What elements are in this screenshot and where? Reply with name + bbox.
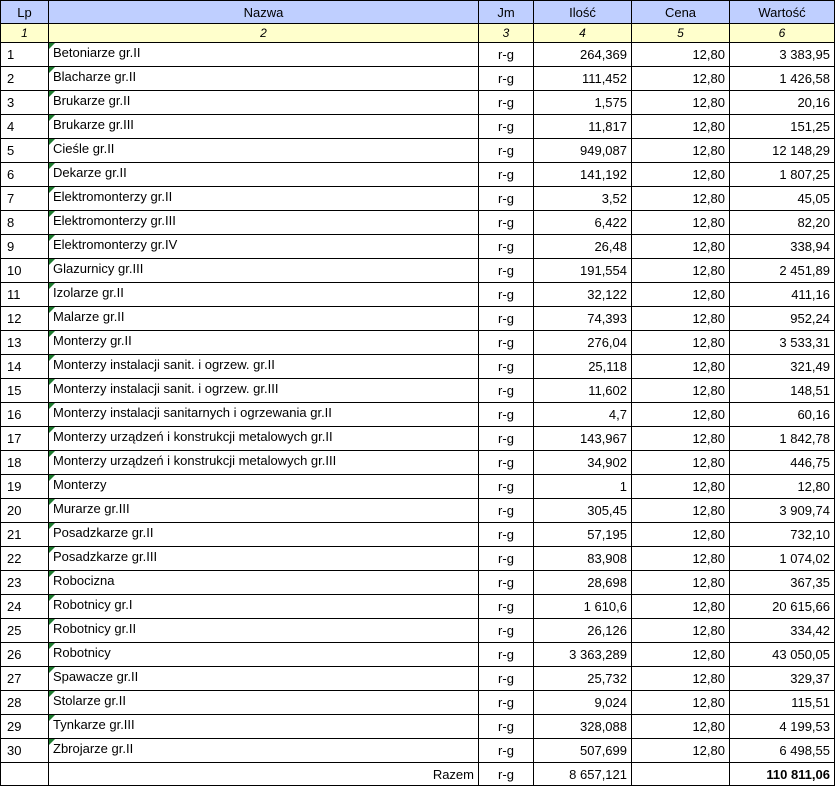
cell-jm[interactable]: r-g xyxy=(479,139,534,163)
column-number: 4 xyxy=(534,24,632,43)
cell-cena[interactable]: 12,80 xyxy=(632,667,730,691)
cell-lp[interactable]: 28 xyxy=(1,691,49,715)
cell-cena[interactable]: 12,80 xyxy=(632,643,730,667)
cell-wartosc[interactable]: 151,25 xyxy=(730,115,835,139)
cell-nazwa[interactable]: Betoniarze gr.II xyxy=(49,43,479,67)
cell-ilosc[interactable]: 143,967 xyxy=(534,427,632,451)
table-row[interactable] xyxy=(1,547,835,571)
cell-cena[interactable]: 12,80 xyxy=(632,355,730,379)
cell-cena[interactable]: 12,80 xyxy=(632,451,730,475)
total-label: Razem xyxy=(49,763,479,786)
cell-wartosc[interactable]: 1 842,78 xyxy=(730,427,835,451)
cell-wartosc[interactable]: 3 383,95 xyxy=(730,43,835,67)
cell-nazwa[interactable]: Monterzy instalacji sanitarnych i ogrzewania gr.II xyxy=(49,403,479,427)
cell-wartosc[interactable]: 334,42 xyxy=(730,619,835,643)
cell-jm[interactable]: r-g xyxy=(479,475,534,499)
cell-ilosc[interactable]: 305,45 xyxy=(534,499,632,523)
cell-cena[interactable]: 12,80 xyxy=(632,163,730,187)
cell-lp[interactable]: 27 xyxy=(1,667,49,691)
cell-nazwa[interactable]: Robocizna xyxy=(49,571,479,595)
cell-cena[interactable]: 12,80 xyxy=(632,739,730,763)
table-body xyxy=(1,43,835,763)
cell-cena[interactable]: 12,80 xyxy=(632,307,730,331)
cell-lp[interactable]: 30 xyxy=(1,739,49,763)
cell-jm[interactable]: r-g xyxy=(479,739,534,763)
cell-ilosc[interactable]: 6,422 xyxy=(534,211,632,235)
cell-cena[interactable]: 12,80 xyxy=(632,115,730,139)
cell-lp[interactable]: 21 xyxy=(1,523,49,547)
cell-jm[interactable]: r-g xyxy=(479,283,534,307)
cell-jm[interactable]: r-g xyxy=(479,331,534,355)
table-row[interactable] xyxy=(1,283,835,307)
cell-lp[interactable]: 19 xyxy=(1,475,49,499)
table-row[interactable] xyxy=(1,187,835,211)
cell-wartosc[interactable]: 45,05 xyxy=(730,187,835,211)
cell-wartosc[interactable]: 1 807,25 xyxy=(730,163,835,187)
cell-lp[interactable]: 9 xyxy=(1,235,49,259)
cell-ilosc[interactable]: 11,817 xyxy=(534,115,632,139)
cell-nazwa[interactable]: Spawacze gr.II xyxy=(49,667,479,691)
cell-wartosc[interactable]: 732,10 xyxy=(730,523,835,547)
cell-lp[interactable]: 11 xyxy=(1,283,49,307)
header-nazwa[interactable]: Nazwa xyxy=(49,1,479,24)
header-lp[interactable]: Lp xyxy=(1,1,49,24)
cell-wartosc[interactable]: 952,24 xyxy=(730,307,835,331)
cell-jm[interactable]: r-g xyxy=(479,523,534,547)
cell-ilosc[interactable]: 26,48 xyxy=(534,235,632,259)
table-row[interactable] xyxy=(1,139,835,163)
cell-jm[interactable]: r-g xyxy=(479,235,534,259)
cell-cena[interactable]: 12,80 xyxy=(632,283,730,307)
cell-ilosc[interactable]: 276,04 xyxy=(534,331,632,355)
cell-lp[interactable]: 16 xyxy=(1,403,49,427)
cell-cena[interactable]: 12,80 xyxy=(632,691,730,715)
cell-nazwa[interactable]: Glazurnicy gr.III xyxy=(49,259,479,283)
header-jm[interactable]: Jm xyxy=(479,1,534,24)
table-row[interactable] xyxy=(1,163,835,187)
cell-ilosc[interactable]: 1,575 xyxy=(534,91,632,115)
cell-wartosc[interactable]: 2 451,89 xyxy=(730,259,835,283)
column-number-row xyxy=(1,24,835,43)
cell-wartosc[interactable]: 411,16 xyxy=(730,283,835,307)
cell-ilosc[interactable]: 57,195 xyxy=(534,523,632,547)
cell-lp[interactable]: 10 xyxy=(1,259,49,283)
cell-nazwa[interactable]: Robotnicy gr.II xyxy=(49,619,479,643)
cell-lp[interactable]: 23 xyxy=(1,571,49,595)
table-row[interactable] xyxy=(1,619,835,643)
table-row[interactable] xyxy=(1,523,835,547)
total-cena xyxy=(632,763,730,786)
cell-ilosc[interactable]: 3,52 xyxy=(534,187,632,211)
total-lp-cell xyxy=(1,763,49,786)
cell-cena[interactable]: 12,80 xyxy=(632,235,730,259)
cell-cena[interactable]: 12,80 xyxy=(632,499,730,523)
total-ilosc: 8 657,121 xyxy=(534,763,632,786)
table-row[interactable] xyxy=(1,211,835,235)
cell-lp[interactable]: 4 xyxy=(1,115,49,139)
table-row[interactable] xyxy=(1,259,835,283)
cell-cena[interactable]: 12,80 xyxy=(632,427,730,451)
cell-ilosc[interactable]: 28,698 xyxy=(534,571,632,595)
cell-wartosc[interactable]: 321,49 xyxy=(730,355,835,379)
cell-lp[interactable]: 18 xyxy=(1,451,49,475)
cell-ilosc[interactable]: 1 610,6 xyxy=(534,595,632,619)
cell-nazwa[interactable]: Elektromonterzy gr.III xyxy=(49,211,479,235)
cell-nazwa[interactable]: Monterzy instalacji sanit. i ogrzew. gr.II xyxy=(49,355,479,379)
cell-ilosc[interactable]: 83,908 xyxy=(534,547,632,571)
cell-lp[interactable]: 29 xyxy=(1,715,49,739)
cell-ilosc[interactable]: 507,699 xyxy=(534,739,632,763)
cell-wartosc[interactable]: 4 199,53 xyxy=(730,715,835,739)
cell-jm[interactable]: r-g xyxy=(479,43,534,67)
cell-lp[interactable]: 13 xyxy=(1,331,49,355)
cell-jm[interactable]: r-g xyxy=(479,619,534,643)
cell-wartosc[interactable]: 20,16 xyxy=(730,91,835,115)
cell-jm[interactable]: r-g xyxy=(479,403,534,427)
cell-jm[interactable]: r-g xyxy=(479,259,534,283)
cell-lp[interactable]: 17 xyxy=(1,427,49,451)
cell-lp[interactable]: 12 xyxy=(1,307,49,331)
cell-wartosc[interactable]: 43 050,05 xyxy=(730,643,835,667)
cell-nazwa[interactable]: Monterzy urządzeń i konstrukcji metalowych gr.III xyxy=(49,451,479,475)
cell-wartosc[interactable]: 329,37 xyxy=(730,667,835,691)
cell-cena[interactable]: 12,80 xyxy=(632,43,730,67)
cell-nazwa[interactable]: Monterzy xyxy=(49,475,479,499)
column-number: 2 xyxy=(49,24,479,43)
cell-lp[interactable]: 1 xyxy=(1,43,49,67)
cell-wartosc[interactable]: 338,94 xyxy=(730,235,835,259)
cell-wartosc[interactable]: 1 074,02 xyxy=(730,547,835,571)
cell-wartosc[interactable]: 12,80 xyxy=(730,475,835,499)
cell-jm[interactable]: r-g xyxy=(479,643,534,667)
cell-nazwa[interactable]: Tynkarze gr.III xyxy=(49,715,479,739)
cell-ilosc[interactable]: 34,902 xyxy=(534,451,632,475)
column-number: 3 xyxy=(479,24,534,43)
table-row[interactable] xyxy=(1,499,835,523)
cell-ilosc[interactable]: 9,024 xyxy=(534,691,632,715)
cell-jm[interactable]: r-g xyxy=(479,571,534,595)
table-row[interactable] xyxy=(1,475,835,499)
cell-jm[interactable]: r-g xyxy=(479,379,534,403)
cell-nazwa[interactable]: Izolarze gr.II xyxy=(49,283,479,307)
column-number: 5 xyxy=(632,24,730,43)
table-row[interactable] xyxy=(1,115,835,139)
cell-nazwa[interactable]: Stolarze gr.II xyxy=(49,691,479,715)
cell-nazwa[interactable]: Robotnicy xyxy=(49,643,479,667)
cell-wartosc[interactable]: 82,20 xyxy=(730,211,835,235)
table-row[interactable] xyxy=(1,667,835,691)
cell-nazwa[interactable]: Monterzy gr.II xyxy=(49,331,479,355)
cell-wartosc[interactable]: 1 426,58 xyxy=(730,67,835,91)
cell-nazwa[interactable]: Brukarze gr.III xyxy=(49,115,479,139)
cell-jm[interactable]: r-g xyxy=(479,355,534,379)
cell-lp[interactable]: 3 xyxy=(1,91,49,115)
cell-jm[interactable]: r-g xyxy=(479,715,534,739)
cell-ilosc[interactable]: 3 363,289 xyxy=(534,643,632,667)
cell-wartosc[interactable]: 6 498,55 xyxy=(730,739,835,763)
cell-nazwa[interactable]: Blacharze gr.II xyxy=(49,67,479,91)
cell-lp[interactable]: 5 xyxy=(1,139,49,163)
cell-lp[interactable]: 15 xyxy=(1,379,49,403)
table-row[interactable] xyxy=(1,43,835,67)
cell-wartosc[interactable]: 446,75 xyxy=(730,451,835,475)
cell-nazwa[interactable]: Cieśle gr.II xyxy=(49,139,479,163)
cell-jm[interactable]: r-g xyxy=(479,595,534,619)
table-row[interactable] xyxy=(1,691,835,715)
cell-jm[interactable]: r-g xyxy=(479,547,534,571)
cell-ilosc[interactable]: 264,369 xyxy=(534,43,632,67)
cell-ilosc[interactable]: 25,732 xyxy=(534,667,632,691)
header-cena[interactable]: Cena xyxy=(632,1,730,24)
cell-wartosc[interactable]: 20 615,66 xyxy=(730,595,835,619)
cell-lp[interactable]: 7 xyxy=(1,187,49,211)
table-row[interactable] xyxy=(1,571,835,595)
cell-cena[interactable]: 12,80 xyxy=(632,547,730,571)
cell-cena[interactable]: 12,80 xyxy=(632,91,730,115)
cell-nazwa[interactable]: Brukarze gr.II xyxy=(49,91,479,115)
total-wartosc: 110 811,06 xyxy=(730,763,835,786)
cell-ilosc[interactable]: 141,192 xyxy=(534,163,632,187)
cell-ilosc[interactable]: 949,087 xyxy=(534,139,632,163)
cell-nazwa[interactable]: Elektromonterzy gr.II xyxy=(49,187,479,211)
cell-lp[interactable]: 22 xyxy=(1,547,49,571)
cell-wartosc[interactable]: 3 909,74 xyxy=(730,499,835,523)
cell-wartosc[interactable]: 60,16 xyxy=(730,403,835,427)
cell-lp[interactable]: 8 xyxy=(1,211,49,235)
cell-cena[interactable]: 12,80 xyxy=(632,619,730,643)
cell-nazwa[interactable]: Robotnicy gr.I xyxy=(49,595,479,619)
cell-jm[interactable]: r-g xyxy=(479,115,534,139)
cell-jm[interactable]: r-g xyxy=(479,667,534,691)
cell-jm[interactable]: r-g xyxy=(479,163,534,187)
cell-wartosc[interactable]: 148,51 xyxy=(730,379,835,403)
cell-cena[interactable]: 12,80 xyxy=(632,331,730,355)
cell-nazwa[interactable]: Malarze gr.II xyxy=(49,307,479,331)
cell-jm[interactable]: r-g xyxy=(479,451,534,475)
cell-jm[interactable]: r-g xyxy=(479,67,534,91)
table-row[interactable] xyxy=(1,331,835,355)
total-row xyxy=(1,763,835,786)
cell-ilosc[interactable]: 328,088 xyxy=(534,715,632,739)
cell-cena[interactable]: 12,80 xyxy=(632,379,730,403)
cell-cena[interactable]: 12,80 xyxy=(632,595,730,619)
column-number: 1 xyxy=(1,24,49,43)
cell-lp[interactable]: 2 xyxy=(1,67,49,91)
cell-cena[interactable]: 12,80 xyxy=(632,403,730,427)
table-row[interactable] xyxy=(1,595,835,619)
header-wartosc[interactable]: Wartość xyxy=(730,1,835,24)
table-row[interactable] xyxy=(1,451,835,475)
cell-nazwa[interactable]: Monterzy urządzeń i konstrukcji metalowych gr.II xyxy=(49,427,479,451)
table-row[interactable] xyxy=(1,715,835,739)
cell-cena[interactable]: 12,80 xyxy=(632,715,730,739)
cell-cena[interactable]: 12,80 xyxy=(632,571,730,595)
total-jm: r-g xyxy=(479,763,534,786)
header-row xyxy=(1,1,835,24)
column-number: 6 xyxy=(730,24,835,43)
cell-wartosc[interactable]: 367,35 xyxy=(730,571,835,595)
cell-ilosc[interactable]: 32,122 xyxy=(534,283,632,307)
cell-jm[interactable]: r-g xyxy=(479,91,534,115)
cell-ilosc[interactable]: 74,393 xyxy=(534,307,632,331)
cell-ilosc[interactable]: 25,118 xyxy=(534,355,632,379)
cell-jm[interactable]: r-g xyxy=(479,307,534,331)
table-row[interactable] xyxy=(1,643,835,667)
header-ilosc[interactable]: Ilość xyxy=(534,1,632,24)
table-row[interactable] xyxy=(1,91,835,115)
cell-ilosc[interactable]: 191,554 xyxy=(534,259,632,283)
cell-nazwa[interactable]: Dekarze gr.II xyxy=(49,163,479,187)
cell-ilosc[interactable]: 26,126 xyxy=(534,619,632,643)
cell-cena[interactable]: 12,80 xyxy=(632,523,730,547)
cell-jm[interactable]: r-g xyxy=(479,187,534,211)
cell-nazwa[interactable]: Posadzkarze gr.II xyxy=(49,523,479,547)
cell-cena[interactable]: 12,80 xyxy=(632,259,730,283)
cell-ilosc[interactable]: 11,602 xyxy=(534,379,632,403)
cell-wartosc[interactable]: 3 533,31 xyxy=(730,331,835,355)
cell-jm[interactable]: r-g xyxy=(479,691,534,715)
cell-cena[interactable]: 12,80 xyxy=(632,67,730,91)
table-row[interactable] xyxy=(1,235,835,259)
table-row[interactable] xyxy=(1,67,835,91)
cell-cena[interactable]: 12,80 xyxy=(632,475,730,499)
cell-wartosc[interactable]: 12 148,29 xyxy=(730,139,835,163)
table-row[interactable] xyxy=(1,739,835,763)
cell-ilosc[interactable]: 111,452 xyxy=(534,67,632,91)
cell-lp[interactable]: 20 xyxy=(1,499,49,523)
table-row[interactable] xyxy=(1,379,835,403)
cell-jm[interactable]: r-g xyxy=(479,427,534,451)
cell-jm[interactable]: r-g xyxy=(479,211,534,235)
cell-nazwa[interactable]: Elektromonterzy gr.IV xyxy=(49,235,479,259)
cell-ilosc[interactable]: 4,7 xyxy=(534,403,632,427)
cell-ilosc[interactable]: 1 xyxy=(534,475,632,499)
cell-nazwa[interactable]: Murarze gr.III xyxy=(49,499,479,523)
cell-nazwa[interactable]: Posadzkarze gr.III xyxy=(49,547,479,571)
cell-lp[interactable]: 25 xyxy=(1,619,49,643)
table-row[interactable] xyxy=(1,355,835,379)
cell-cena[interactable]: 12,80 xyxy=(632,211,730,235)
cell-lp[interactable]: 24 xyxy=(1,595,49,619)
cell-nazwa[interactable]: Zbrojarze gr.II xyxy=(49,739,479,763)
cell-lp[interactable]: 6 xyxy=(1,163,49,187)
cell-cena[interactable]: 12,80 xyxy=(632,139,730,163)
cell-jm[interactable]: r-g xyxy=(479,499,534,523)
table-row[interactable] xyxy=(1,403,835,427)
table-row[interactable] xyxy=(1,307,835,331)
cell-cena[interactable]: 12,80 xyxy=(632,187,730,211)
cell-lp[interactable]: 14 xyxy=(1,355,49,379)
cell-wartosc[interactable]: 115,51 xyxy=(730,691,835,715)
table-row[interactable] xyxy=(1,427,835,451)
cell-lp[interactable]: 26 xyxy=(1,643,49,667)
cell-nazwa[interactable]: Monterzy instalacji sanit. i ogrzew. gr.III xyxy=(49,379,479,403)
